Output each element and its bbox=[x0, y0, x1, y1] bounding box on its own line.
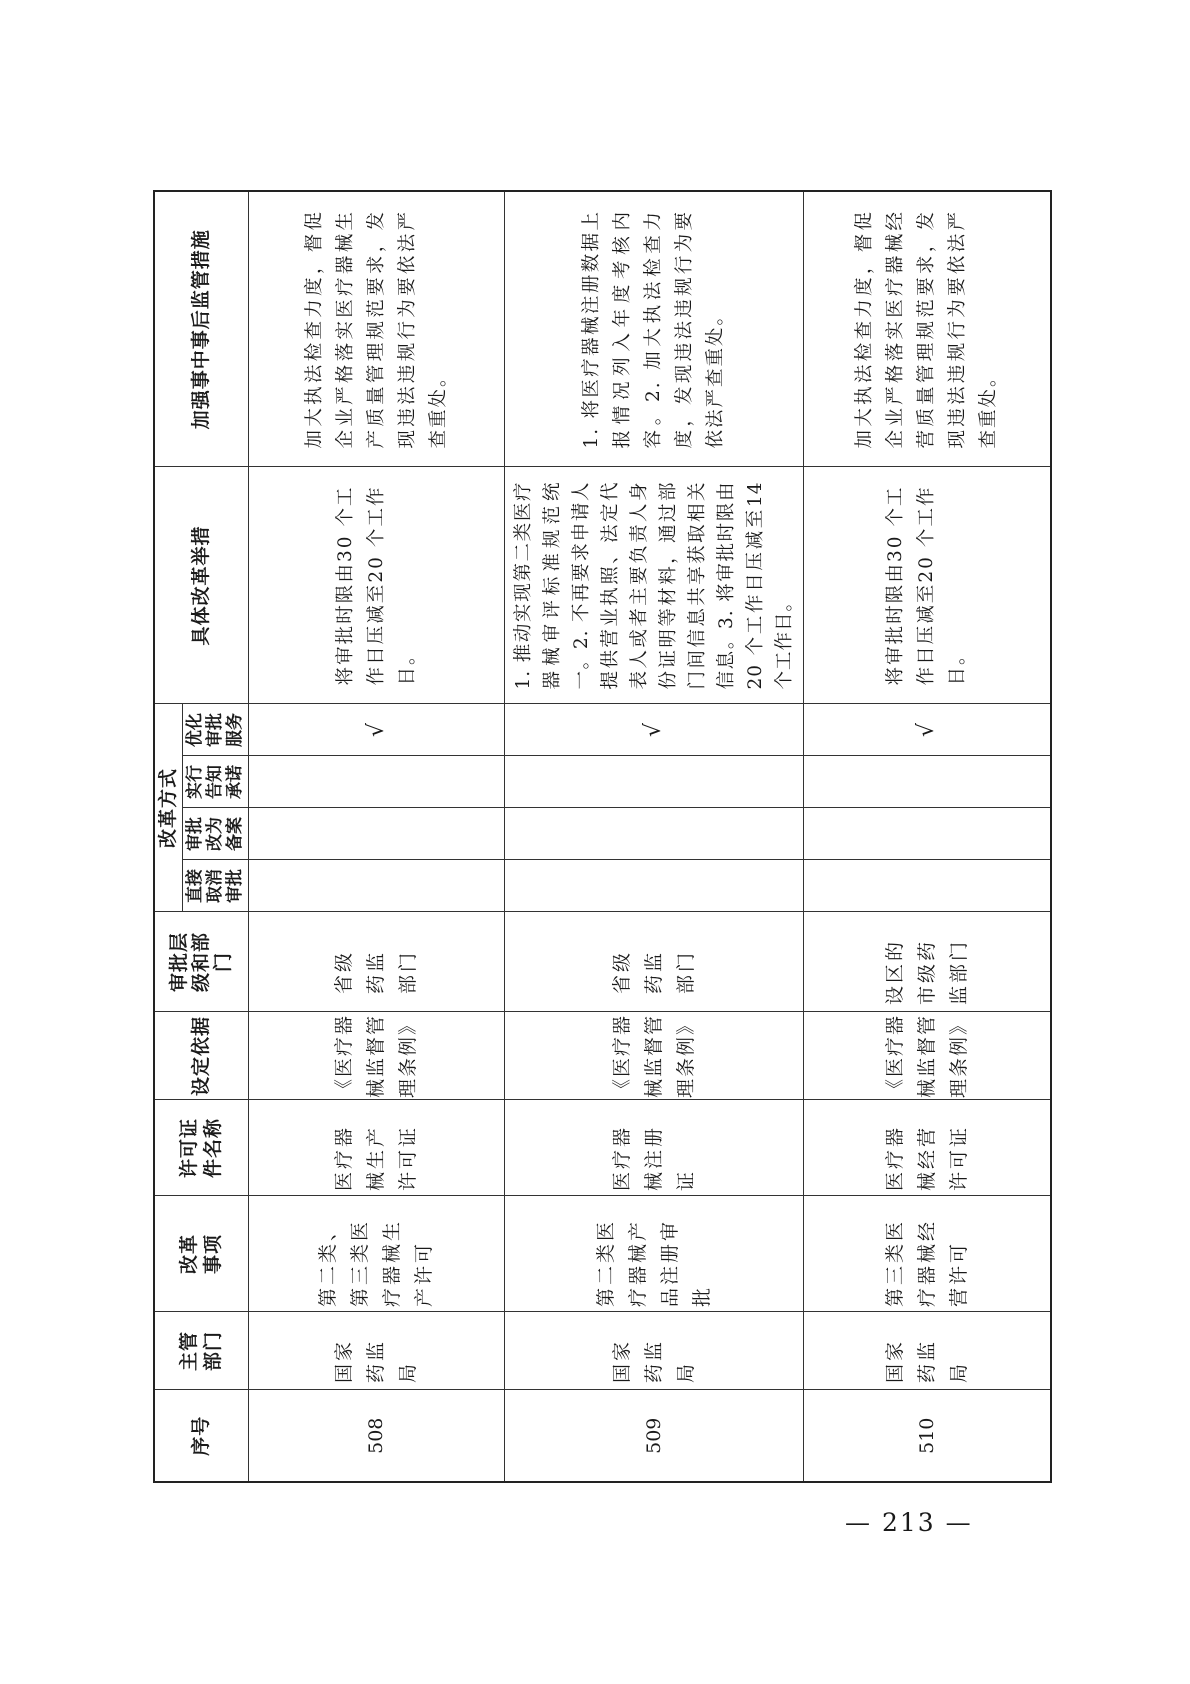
cell-m2 bbox=[504, 808, 803, 860]
cell-m1 bbox=[504, 860, 803, 912]
cell-m4 bbox=[248, 704, 504, 756]
header-item: 改革事项 bbox=[154, 1196, 248, 1312]
cell-level: 设区的市级药监部门 bbox=[803, 912, 1051, 1012]
cell-measures: 将审批时限由30 个工作日压减至20 个工作日。 bbox=[803, 467, 1051, 704]
cell-license: 医疗器械注册证 bbox=[504, 1100, 803, 1196]
cell-basis: 《医疗器械监督管理条例》 bbox=[248, 1012, 504, 1100]
table-row bbox=[248, 191, 504, 1482]
cell-measures: 1. 推动实现第二类医疗器械审评标准规范统一。2. 不再要求申请人提供营业执照、法定代表人或者主要负责人身份证明等材料，通过部门间信息共享获取相关信息。3. 将审批时限由20 个工作日压减至14 个工作日。 bbox=[504, 467, 803, 704]
cell-measures: 将审批时限由30 个工作日压减至20 个工作日。 bbox=[248, 467, 504, 704]
header-method-cancel: 直接取消审批 bbox=[182, 860, 248, 912]
cell-supervision: 1. 将医疗器械注册数据上报情况列入年度考核内容。2. 加大执法检查力度，发现违法违规行为要依法严查重处。 bbox=[504, 191, 803, 467]
cell-dept: 国家药监局 bbox=[248, 1312, 504, 1390]
cell-basis: 《医疗器械监督管理条例》 bbox=[504, 1012, 803, 1100]
table-row bbox=[504, 191, 803, 1482]
header-row-1 bbox=[154, 191, 182, 1482]
cell-m4 bbox=[504, 704, 803, 756]
cell-supervision: 加大执法检查力度，督促企业严格落实医疗器械生产质量管理规范要求，发现违法违规行为要依法严查重处。 bbox=[248, 191, 504, 467]
cell-m2 bbox=[803, 808, 1051, 860]
header-level: 审批层级和部门 bbox=[154, 912, 248, 1012]
cell-item: 第二类、第三类医疗器械生产许可 bbox=[248, 1196, 504, 1312]
rotated-table-wrapper bbox=[153, 192, 1039, 1483]
cell-seq: 510 bbox=[803, 1390, 1051, 1482]
cell-item: 第三类医疗器械经营许可 bbox=[803, 1196, 1051, 1312]
cell-level: 省级药监部门 bbox=[504, 912, 803, 1012]
header-method-filing: 审批改为备案 bbox=[182, 808, 248, 860]
header-method-optimize: 优化审批服务 bbox=[182, 704, 248, 756]
header-method-group: 改革方式 bbox=[154, 704, 182, 912]
cell-m3 bbox=[504, 756, 803, 808]
cell-supervision: 加大执法检查力度，督促企业严格落实医疗器械经营质量管理规范要求，发现违法违规行为要依法严查重处。 bbox=[803, 191, 1051, 467]
cell-license: 医疗器械经营许可证 bbox=[803, 1100, 1051, 1196]
cell-m4 bbox=[803, 704, 1051, 756]
cell-dept: 国家药监局 bbox=[803, 1312, 1051, 1390]
header-dept: 主管部门 bbox=[154, 1312, 248, 1390]
cell-seq: 508 bbox=[248, 1390, 504, 1482]
check-mark: √ bbox=[641, 722, 666, 738]
header-basis: 设定依据 bbox=[154, 1012, 248, 1100]
cell-m1 bbox=[803, 860, 1051, 912]
cell-license: 医疗器械生产许可证 bbox=[248, 1100, 504, 1196]
reform-table bbox=[153, 190, 1052, 1483]
cell-m2 bbox=[248, 808, 504, 860]
cell-item: 第二类医疗器械产品注册审批 bbox=[504, 1196, 803, 1312]
cell-level: 省级药监部门 bbox=[248, 912, 504, 1012]
header-license: 许可证件名称 bbox=[154, 1100, 248, 1196]
cell-basis: 《医疗器械监督管理条例》 bbox=[803, 1012, 1051, 1100]
header-method-commitment: 实行告知承诺 bbox=[182, 756, 248, 808]
cell-seq: 509 bbox=[504, 1390, 803, 1482]
cell-dept: 国家药监局 bbox=[504, 1312, 803, 1390]
cell-m3 bbox=[248, 756, 504, 808]
check-mark: √ bbox=[914, 722, 940, 738]
page-number: — 213 — bbox=[845, 1508, 973, 1537]
table-row bbox=[803, 191, 1051, 1482]
cell-m1 bbox=[248, 860, 504, 912]
header-measures: 具体改革举措 bbox=[154, 467, 248, 704]
header-seq: 序号 bbox=[154, 1390, 248, 1482]
cell-m3 bbox=[803, 756, 1051, 808]
check-mark: √ bbox=[363, 722, 389, 738]
header-supervision: 加强事中事后监管措施 bbox=[154, 191, 248, 467]
